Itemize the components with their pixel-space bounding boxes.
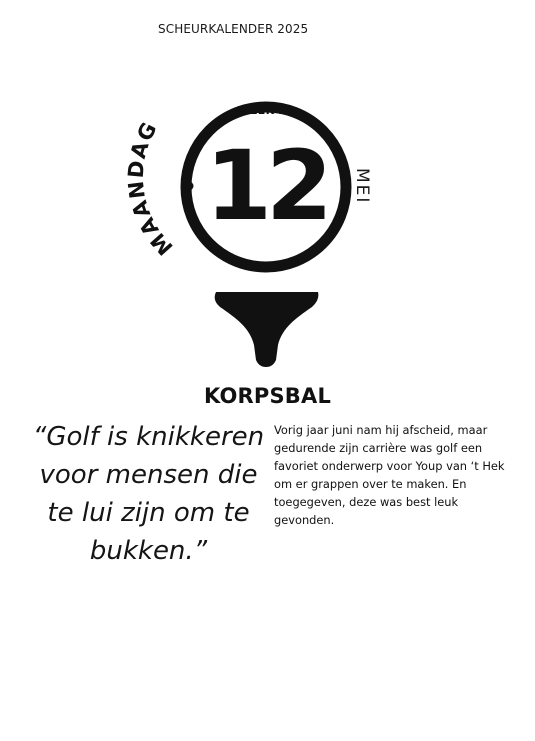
month-label: MEI	[352, 168, 372, 205]
article-title: KORPSBAL	[203, 384, 332, 408]
tee-shape	[215, 292, 319, 367]
ball-dot	[185, 182, 194, 191]
calendar-header: SCHEURKALENDER 2025	[158, 22, 309, 36]
quote-text: “Golf is knikkeren voor mensen die te lui zijn om te bukken.”	[32, 422, 265, 566]
weekday-label: MAANDAG	[123, 117, 178, 260]
week-number: WEEK 20	[237, 104, 295, 117]
day-number: 12	[205, 130, 327, 242]
article-body: Vorig jaar juni nam hij afscheid, maar gedurende zijn carrière was golf een favoriet onderwerp voor Youp van ‘t Hek om er grappen over te maken. En toegegeven, deze was best leuk gevonden.	[274, 423, 505, 527]
